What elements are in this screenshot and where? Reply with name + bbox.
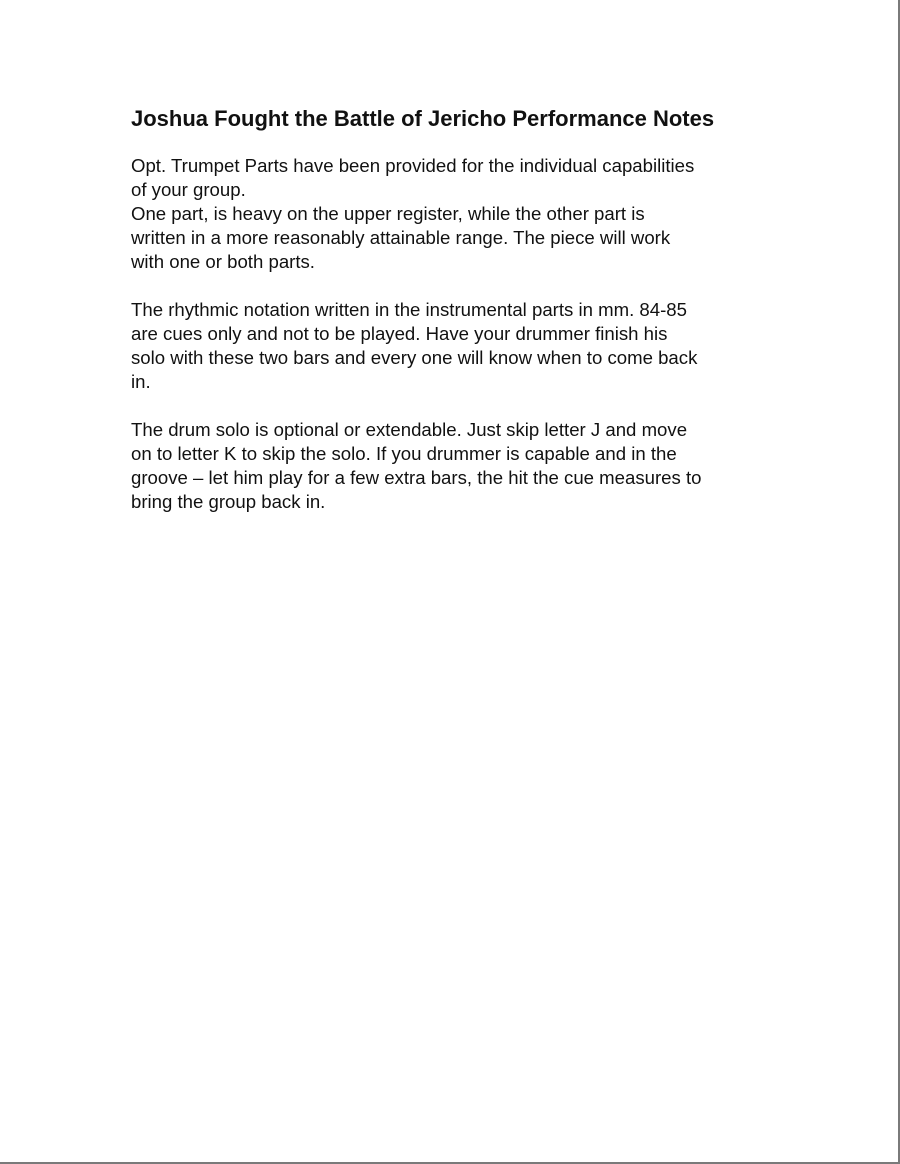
document-title: Joshua Fought the Battle of Jericho Performance Notes <box>131 106 715 131</box>
text-line: One part, is heavy on the upper register, while the other part is <box>131 203 645 224</box>
paragraph-trumpet-parts <box>131 154 791 274</box>
text-line: The drum solo is optional or extendable. Just skip letter J and move <box>131 419 688 440</box>
text-line: in. <box>131 371 151 392</box>
text-line: on to letter K to skip the solo. If you drummer is capable and in the <box>131 443 677 464</box>
paragraph-drum-solo <box>131 418 791 514</box>
text-line: groove – let him play for a few extra bars, the hit the cue measures to <box>131 467 702 488</box>
paragraph-rhythmic-notation <box>131 298 791 394</box>
text-line: written in a more reasonably attainable range. The piece will work <box>131 227 671 248</box>
text-line: bring the group back in. <box>131 491 326 512</box>
document-content <box>131 104 791 538</box>
text-line: Opt. Trumpet Parts have been provided for the individual capabilities <box>131 155 695 176</box>
text-line: of your group. <box>131 179 246 200</box>
text-line: with one or both parts. <box>131 251 315 272</box>
text-line: The rhythmic notation written in the instrumental parts in mm. 84-85 <box>131 299 687 320</box>
text-line: are cues only and not to be played. Have your drummer finish his <box>131 323 668 344</box>
text-line: solo with these two bars and every one will know when to come back <box>131 347 698 368</box>
